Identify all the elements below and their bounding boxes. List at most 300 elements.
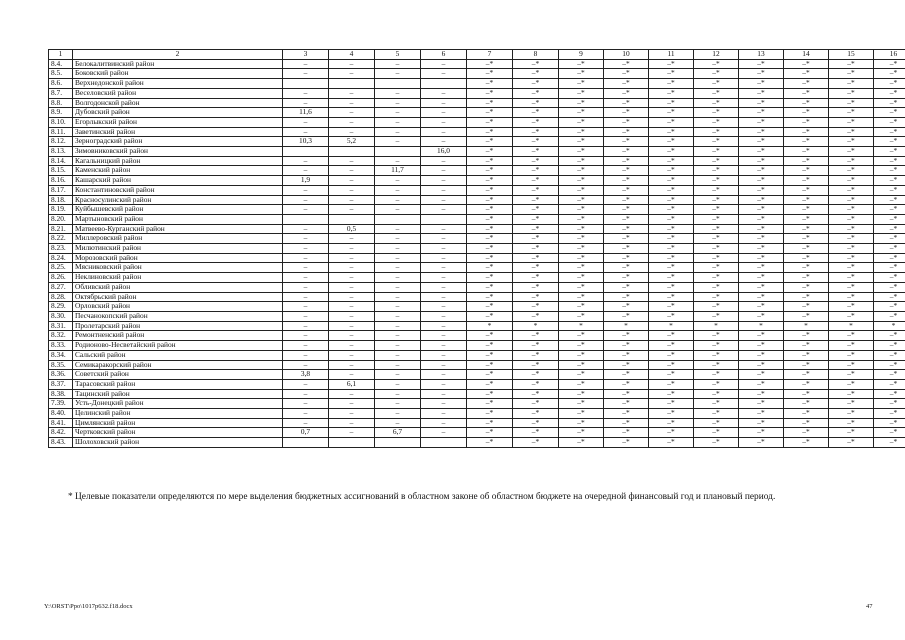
target-mark-cell: –* [784,176,829,186]
district-name: Пролетарский район [73,321,283,331]
value-cell: – [421,311,467,321]
row-number: 8.23. [49,244,73,254]
value-cell: – [283,69,329,79]
target-mark-cell: –* [739,438,784,448]
district-name: Неклиновский район [73,273,283,283]
district-name: Волгодонской район [73,98,283,108]
target-mark-cell: –* [513,399,559,409]
target-mark-cell: –* [649,273,694,283]
target-mark-cell: –* [559,176,604,186]
target-mark-cell: –* [513,79,559,89]
target-mark-cell: –* [513,292,559,302]
value-cell: – [283,166,329,176]
row-number: 8.25. [49,263,73,273]
table-row [49,360,905,370]
value-cell [375,147,421,157]
target-mark-cell: –* [784,108,829,118]
target-mark-cell: –* [829,331,874,341]
value-cell: – [283,311,329,321]
value-cell: – [375,282,421,292]
district-name: Константиновский район [73,185,283,195]
target-mark-cell: * [874,321,905,331]
target-mark-cell: –* [784,224,829,234]
target-mark-cell: –* [739,341,784,351]
table-row [49,224,905,234]
column-header: 11 [649,50,694,60]
target-mark-cell: –* [874,360,905,370]
target-mark-cell: –* [513,224,559,234]
table-row [49,79,905,89]
target-mark-cell: –* [874,273,905,283]
target-mark-cell: –* [559,311,604,321]
target-mark-cell: –* [513,379,559,389]
target-mark-cell: –* [784,88,829,98]
target-mark-cell: –* [784,234,829,244]
value-cell: – [329,399,375,409]
value-cell: – [421,127,467,137]
target-mark-cell: –* [559,214,604,224]
target-mark-cell: –* [559,273,604,283]
value-cell: – [375,88,421,98]
target-mark-cell: –* [784,331,829,341]
target-mark-cell: –* [604,292,649,302]
value-cell [329,147,375,157]
value-cell: – [421,253,467,263]
column-header: 8 [513,50,559,60]
target-mark-cell: –* [874,370,905,380]
target-mark-cell: –* [694,302,739,312]
target-mark-cell: –* [513,302,559,312]
value-cell: – [329,302,375,312]
target-mark-cell: –* [559,418,604,428]
target-mark-cell: –* [694,341,739,351]
table-row [49,282,905,292]
target-mark-cell: –* [784,137,829,147]
file-path: Y:\ORST\Ppo\1017p632.f18.docx [44,603,133,610]
target-mark-cell: –* [874,438,905,448]
target-mark-cell: –* [467,311,513,321]
row-number: 8.18. [49,195,73,205]
value-cell: – [421,69,467,79]
target-mark-cell: –* [694,88,739,98]
target-mark-cell: –* [649,69,694,79]
target-mark-cell: –* [559,98,604,108]
target-mark-cell: –* [694,331,739,341]
value-cell: – [283,98,329,108]
value-cell: – [421,409,467,419]
target-mark-cell: –* [739,88,784,98]
target-mark-cell: –* [829,234,874,244]
target-mark-cell: –* [739,418,784,428]
target-mark-cell: –* [784,311,829,321]
value-cell: – [283,389,329,399]
target-mark-cell: –* [559,234,604,244]
target-mark-cell: –* [694,253,739,263]
target-mark-cell: –* [694,379,739,389]
row-number: 8.41. [49,418,73,428]
value-cell: – [329,273,375,283]
target-mark-cell: –* [649,253,694,263]
table-row [49,214,905,224]
target-mark-cell: –* [739,59,784,69]
target-mark-cell: –* [604,88,649,98]
target-mark-cell: –* [829,292,874,302]
target-mark-cell: –* [874,69,905,79]
value-cell: – [329,409,375,419]
target-mark-cell: –* [649,292,694,302]
target-mark-cell: –* [604,341,649,351]
target-mark-cell: –* [829,79,874,89]
row-number: 8.38. [49,389,73,399]
district-name: Заветинский район [73,127,283,137]
district-name: Матвеево-Курганский район [73,224,283,234]
target-mark-cell: –* [784,370,829,380]
value-cell [283,79,329,89]
target-mark-cell: –* [784,438,829,448]
target-mark-cell: –* [467,79,513,89]
value-cell: – [329,360,375,370]
table-row [49,69,905,79]
target-mark-cell: –* [829,176,874,186]
target-mark-cell: –* [467,176,513,186]
row-number: 8.12. [49,137,73,147]
value-cell: – [375,370,421,380]
table-row [49,166,905,176]
target-mark-cell: –* [874,88,905,98]
target-mark-cell: –* [513,156,559,166]
table-row [49,379,905,389]
target-mark-cell: –* [604,311,649,321]
indicators-table [48,49,905,448]
target-mark-cell: –* [739,428,784,438]
target-mark-cell: –* [874,127,905,137]
target-mark-cell: –* [649,147,694,157]
value-cell: – [375,379,421,389]
value-cell: – [283,360,329,370]
target-mark-cell: –* [874,399,905,409]
table-row [49,176,905,186]
value-cell: – [421,331,467,341]
target-mark-cell: –* [604,409,649,419]
target-mark-cell: –* [784,79,829,89]
target-mark-cell: –* [649,331,694,341]
value-cell: – [329,176,375,186]
value-cell: – [283,224,329,234]
target-mark-cell: –* [467,350,513,360]
target-mark-cell: –* [874,302,905,312]
target-mark-cell: –* [739,292,784,302]
row-number: 8.14. [49,156,73,166]
target-mark-cell: –* [559,69,604,79]
value-cell: – [375,273,421,283]
target-mark-cell: –* [513,88,559,98]
value-cell: – [421,244,467,254]
target-mark-cell: –* [513,350,559,360]
value-cell: – [375,321,421,331]
target-mark-cell: –* [649,137,694,147]
table-row [49,147,905,157]
value-cell: – [329,263,375,273]
target-mark-cell: –* [513,98,559,108]
value-cell: – [375,263,421,273]
target-mark-cell: –* [649,224,694,234]
value-cell: – [375,69,421,79]
target-mark-cell: –* [874,244,905,254]
target-mark-cell: –* [874,185,905,195]
target-mark-cell: –* [784,166,829,176]
value-cell: – [375,59,421,69]
target-mark-cell: –* [784,195,829,205]
target-mark-cell: –* [513,389,559,399]
target-mark-cell: –* [467,195,513,205]
target-mark-cell: –* [467,127,513,137]
target-mark-cell: –* [829,108,874,118]
value-cell [283,438,329,448]
target-mark-cell: –* [784,147,829,157]
target-mark-cell: –* [604,69,649,79]
target-mark-cell: –* [739,205,784,215]
value-cell: – [329,428,375,438]
value-cell: – [283,88,329,98]
target-mark-cell: –* [694,418,739,428]
target-mark-cell: –* [467,244,513,254]
target-mark-cell: –* [784,399,829,409]
target-mark-cell: –* [874,428,905,438]
target-mark-cell: –* [829,409,874,419]
value-cell: – [329,234,375,244]
target-mark-cell: * [784,321,829,331]
target-mark-cell: –* [467,69,513,79]
row-number: 8.13. [49,147,73,157]
value-cell: – [375,311,421,321]
target-mark-cell: –* [559,244,604,254]
target-mark-cell: –* [874,409,905,419]
target-mark-cell: –* [649,214,694,224]
value-cell: – [421,350,467,360]
target-mark-cell: –* [694,263,739,273]
value-cell: – [421,185,467,195]
target-mark-cell: –* [467,108,513,118]
table-row [49,331,905,341]
district-name: Песчанокопский район [73,311,283,321]
value-cell: – [375,108,421,118]
target-mark-cell: –* [784,253,829,263]
target-mark-cell: –* [694,147,739,157]
value-cell: – [375,195,421,205]
target-mark-cell: –* [604,117,649,127]
target-mark-cell: –* [874,282,905,292]
row-number: 8.8. [49,98,73,108]
target-mark-cell: –* [513,418,559,428]
value-cell: – [329,321,375,331]
row-number: 8.15. [49,166,73,176]
target-mark-cell: –* [829,379,874,389]
target-mark-cell: –* [874,224,905,234]
target-mark-cell: –* [467,117,513,127]
target-mark-cell: –* [649,418,694,428]
table-row [49,418,905,428]
target-mark-cell: –* [784,205,829,215]
value-cell: – [283,234,329,244]
row-number: 8.33. [49,341,73,351]
value-cell: 10,3 [283,137,329,147]
target-mark-cell: –* [694,311,739,321]
value-cell: – [375,117,421,127]
target-mark-cell: * [739,321,784,331]
target-mark-cell: –* [784,127,829,137]
table-row [49,205,905,215]
value-cell: – [329,98,375,108]
target-mark-cell: –* [649,205,694,215]
value-cell: 3,8 [283,370,329,380]
value-cell: – [329,166,375,176]
district-name: Миллеровский район [73,234,283,244]
target-mark-cell: –* [739,399,784,409]
target-mark-cell: –* [649,244,694,254]
value-cell: – [283,302,329,312]
column-header: 7 [467,50,513,60]
value-cell: – [375,360,421,370]
target-mark-cell: –* [694,360,739,370]
target-mark-cell: * [604,321,649,331]
target-mark-cell: –* [784,59,829,69]
target-mark-cell: –* [649,127,694,137]
target-mark-cell: –* [739,350,784,360]
value-cell: – [421,389,467,399]
district-name: Сальский район [73,350,283,360]
target-mark-cell: –* [649,428,694,438]
target-mark-cell: –* [467,389,513,399]
target-mark-cell: –* [649,185,694,195]
target-mark-cell: –* [467,438,513,448]
target-mark-cell: –* [874,137,905,147]
table-row [49,438,905,448]
row-number: 8.36. [49,370,73,380]
target-mark-cell: –* [467,234,513,244]
target-mark-cell: –* [604,370,649,380]
target-mark-cell: –* [649,341,694,351]
target-mark-cell: –* [559,350,604,360]
target-mark-cell: –* [467,214,513,224]
target-mark-cell: –* [784,428,829,438]
value-cell: – [421,98,467,108]
target-mark-cell: –* [604,428,649,438]
target-mark-cell: –* [829,253,874,263]
value-cell: – [283,379,329,389]
district-name: Куйбышевский район [73,205,283,215]
target-mark-cell: –* [784,341,829,351]
district-name: Верхнедонской район [73,79,283,89]
row-number: 8.28. [49,292,73,302]
column-header: 1 [49,50,73,60]
row-number: 8.40. [49,409,73,419]
target-mark-cell: –* [604,137,649,147]
row-number: 8.11. [49,127,73,137]
table-row [49,311,905,321]
row-number: 8.37. [49,379,73,389]
district-name: Семикаракорский район [73,360,283,370]
target-mark-cell: –* [694,244,739,254]
row-number: 8.20. [49,214,73,224]
value-cell: – [421,176,467,186]
target-mark-cell: –* [467,428,513,438]
district-name: Целинский район [73,409,283,419]
row-number: 8.10. [49,117,73,127]
row-number: 8.6. [49,79,73,89]
value-cell: – [421,205,467,215]
target-mark-cell: –* [649,79,694,89]
target-mark-cell: –* [604,156,649,166]
district-name: Тацинский район [73,389,283,399]
target-mark-cell: –* [559,292,604,302]
value-cell: – [329,244,375,254]
district-name: Усть-Донецкий район [73,399,283,409]
target-mark-cell: –* [874,205,905,215]
target-mark-cell: –* [829,166,874,176]
target-mark-cell: –* [739,176,784,186]
target-mark-cell: –* [829,117,874,127]
target-mark-cell: –* [694,127,739,137]
target-mark-cell: –* [829,137,874,147]
target-mark-cell: –* [604,59,649,69]
target-mark-cell: –* [513,370,559,380]
value-cell: – [329,418,375,428]
column-header: 13 [739,50,784,60]
district-name: Белокалитвинский район [73,59,283,69]
value-cell [283,147,329,157]
target-mark-cell: –* [694,234,739,244]
target-mark-cell: –* [784,350,829,360]
district-name: Дубовский район [73,108,283,118]
row-number: 8.35. [49,360,73,370]
target-mark-cell: –* [649,350,694,360]
target-mark-cell: –* [829,389,874,399]
value-cell: – [283,205,329,215]
target-mark-cell: –* [513,263,559,273]
target-mark-cell: –* [604,379,649,389]
target-mark-cell: –* [829,195,874,205]
column-header: 2 [73,50,283,60]
column-header: 4 [329,50,375,60]
target-mark-cell: –* [604,438,649,448]
target-mark-cell: –* [694,117,739,127]
value-cell: – [375,156,421,166]
target-mark-cell: –* [874,79,905,89]
table-row [49,244,905,254]
target-mark-cell: –* [513,108,559,118]
district-name: Красносулинский район [73,195,283,205]
target-mark-cell: –* [649,88,694,98]
target-mark-cell: –* [739,234,784,244]
target-mark-cell: –* [467,253,513,263]
target-mark-cell: –* [739,360,784,370]
target-mark-cell: –* [513,273,559,283]
target-mark-cell: –* [604,273,649,283]
target-mark-cell: –* [467,185,513,195]
target-mark-cell: –* [739,370,784,380]
value-cell: – [283,321,329,331]
target-mark-cell: –* [694,185,739,195]
target-mark-cell: –* [559,379,604,389]
target-mark-cell: –* [559,263,604,273]
target-mark-cell: –* [694,350,739,360]
table-row [49,350,905,360]
target-mark-cell: –* [739,379,784,389]
target-mark-cell: –* [604,282,649,292]
target-mark-cell: –* [739,147,784,157]
row-number: 8.30. [49,311,73,321]
value-cell: – [421,273,467,283]
